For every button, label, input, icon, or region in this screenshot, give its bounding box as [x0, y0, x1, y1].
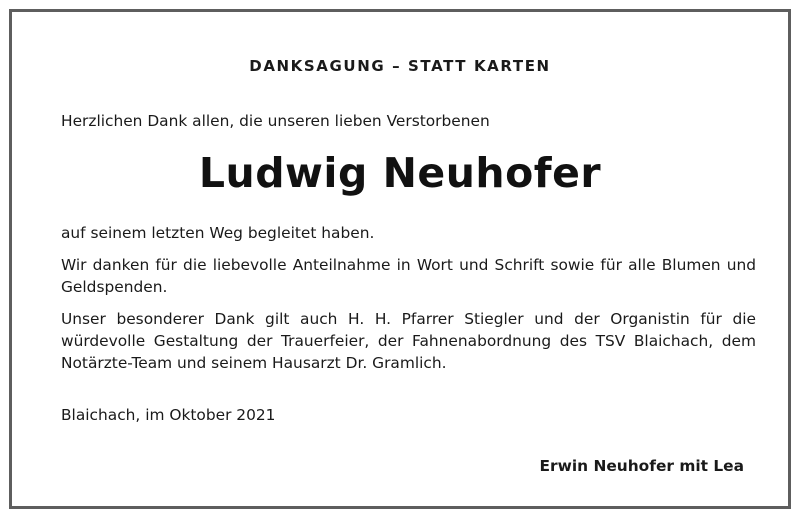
- thanks-paragraph-1: Wir danken für die liebevolle Anteilnahme in Wort und Schrift sowie für alle Blumen und Geldspenden.: [61, 256, 756, 296]
- obituary-notice: [9, 9, 791, 509]
- deceased-name: Ludwig Neuhofer: [198, 149, 602, 197]
- notice-heading: DANKSAGUNG – STATT KARTEN: [249, 57, 551, 75]
- intro-tail-text: auf seinem letzten Weg begleitet haben.: [61, 224, 375, 242]
- place-date: Blaichach, im Oktober 2021: [61, 406, 276, 424]
- thanks-paragraph-2: Unser besonderer Dank gilt auch H. H. Pfarrer Stiegler und der Organistin für die würdevolle Gestaltung der Trauerfeier, der Fahnenabordnung des TSV Blaichach, dem Notärzte-Team und seinem Hausarzt Dr. Gramlich.: [61, 310, 756, 372]
- signature: Erwin Neuhofer mit Lea: [539, 457, 744, 475]
- intro-text: Herzlichen Dank allen, die unseren lieben Verstorbenen: [61, 112, 490, 130]
